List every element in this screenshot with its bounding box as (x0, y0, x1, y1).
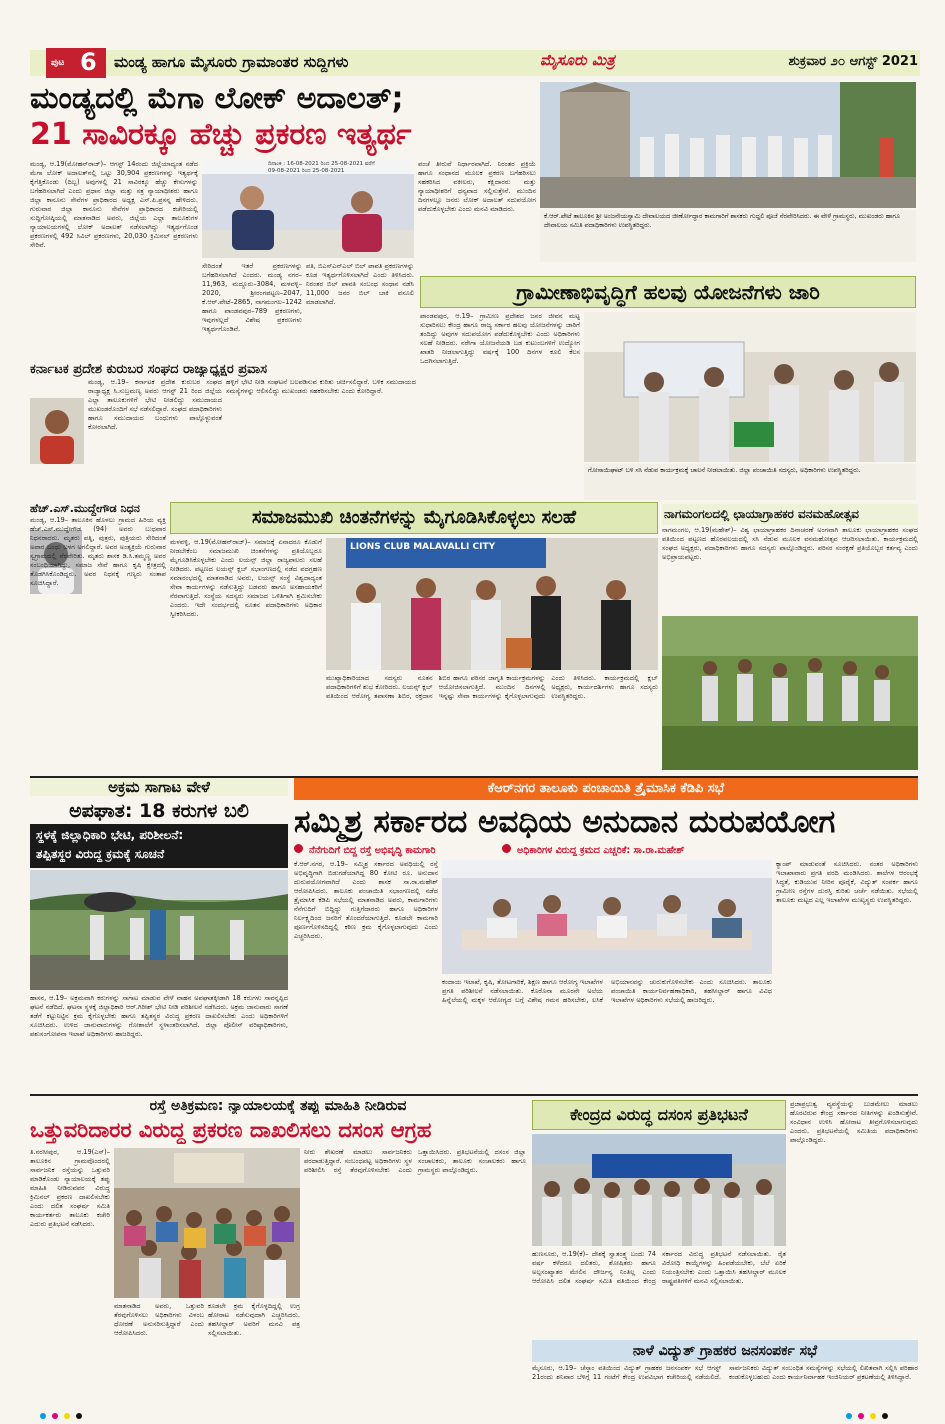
kdp-point-2 (502, 844, 772, 856)
accident-headline: ಅಪಘಾತ: 18 ಕರುಗಳ ಬಲಿ (69, 800, 249, 822)
registration-marks-right (846, 1404, 926, 1414)
obit-body: ಮಂಡ್ಯ, ಆ.19– ತಾಲೂಕಿನ ಹೊಳಲು ಗ್ರಾಮದ ಹಿರಿಯ ವ್ಯಕ್ತಿ ಹೆಚ್.ಎಸ್.ಮುದ್ದೇಗೌಡ (94) ಅವರು ಬುಧವಾರ ನಿಧನರಾದರು. ಮೃತರು ಪತ್ನಿ, ಪುತ್ರರು, ಪುತ್ರಿಯರು ಸೇರಿದಂತೆ ಅಪಾರ ಬಂಧು ಬಳಗ ಅಗಲಿದ್ದಾರೆ. ಅವರ ಅಂತ್ಯಕ್ರಿಯೆ ಗುರುವಾರ ಸ್ವಗ್ರಾಮದಲ್ಲಿ ನೆರವೇರಿತು. ಮೃತರು ಶಾಸಕ ಡಿ.ಸಿ.ತಮ್ಮಣ್ಣ ಅವರ ಸಂಬಂಧಿಯಾಗಿದ್ದು, ಸಮಾಜ ಸೇವೆ ಹಾಗೂ ಕೃಷಿ ಕ್ಷೇತ್ರದಲ್ಲಿ ತೊಡಗಿಸಿಕೊಂಡಿದ್ದರು. ಅವರ ನಿಧನಕ್ಕೆ ಗಣ್ಯರು ಸಂತಾಪ ಸೂಚಿಸಿದ್ದಾರೆ. (30, 516, 166, 587)
rural-photo (584, 312, 916, 462)
kuruba-photo (30, 398, 84, 464)
lead-body-col-1: ಮಂಡ್ಯ, ಆ.19(ಮೋಹನ್‌ರಾಜ್)– ಆಗಸ್ಟ್ 14ರಂದು ಜಿಲ್ಲೆಯಾದ್ಯಂತ ನಡೆದ ಮೆಗಾ ಲೋಕ್ ಅದಾಲತ್‌ನಲ್ಲಿ ಒಟ್ಟು 30,904 ಪ್ರಕರಣಗಳನ್ನು ಇತ್ಯರ್ಥಕ್ಕೆ ಕೈಗೆತ್ತಿಕೊಂಡು (ದಿಬ್ಬ) ಅವುಗಳಲ್ಲಿ 21 ಸಾವಿರಕ್ಕೂ ಹೆಚ್ಚು ಕೇಸುಗಳನ್ನು ಬಗೆಹರಿಸಲಾಗಿದೆ ಎಂದು ಪ್ರಧಾನ ಜಿಲ್ಲಾ ಮತ್ತು ಸತ್ರ ನ್ಯಾಯಾಧೀಶರು ಹಾಗೂ ಜಿಲ್ಲಾ ಕಾನೂನು ಸೇವೆಗಳ ಪ್ರಾಧಿಕಾರದ ಅಧ್ಯಕ್ಷ ಎಸ್.ಪಿ.ಪ್ರಸನ್ನ ಹೇಳಿದರು. ಗುರುವಾರ ಜಿಲ್ಲಾ ಕಾನೂನು ಸೇವೆಗಳ ಪ್ರಾಧಿಕಾರದ ಕಚೇರಿಯಲ್ಲಿ ಸುದ್ದಿಗೋಷ್ಠಿಯಲ್ಲಿ ಮಾತನಾಡಿದ ಅವರು, ಜಿಲ್ಲೆಯ ಎಲ್ಲಾ ತಾಲೂಕುಗಳ ನ್ಯಾಯಾಲಯಗಳಲ್ಲಿ ಲೋಕ್ ಅದಾಲತ್ ನಡೆಸಲಾಗಿದ್ದು ಇತ್ಯರ್ಥಗೊಂಡ ಪ್ರಕರಣಗಳಲ್ಲಿ 492 ಸಿವಿಲ್ ಪ್ರಕರಣಗಳು, 20,030 ಕ್ರಿಮಿನಲ್ ಪ್ರಕರಣಗಳು ಸೇರಿವೆ. (30, 160, 198, 249)
power-body: ಮೈಸೂರು, ಆ.19– ಚೆಸ್ಕಾಂ ವತಿಯಿಂದ ವಿದ್ಯುತ್ ಗ್ರಾಹಕರ ಜನಸಂಪರ್ಕ ಸಭೆ ಆಗಸ್ಟ್ 21ರಂದು ಶನಿವಾರ ಬೆಳಿಗ್ಗೆ 11 ಗಂಟೆಗೆ ಕೇಂದ್ರ ಉಪವಿಭಾಗ ಕಚೇರಿಯಲ್ಲಿ ನಡೆಯಲಿದೆ. ಸಾರ್ವಜನಿಕರು ವಿದ್ಯುತ್ ಸಂಬಂಧಿತ ಸಮಸ್ಯೆಗಳನ್ನು ಸಭೆಯಲ್ಲಿ ಲಿಖಿತವಾಗಿ ಸಲ್ಲಿಸಿ ಪರಿಹಾರ ಕಂಡುಕೊಳ್ಳಬಹುದು ಎಂದು ಕಾರ್ಯನಿರ್ವಾಹಕ ಇಂಜಿನಿಯರ್ ಪ್ರಕಟಣೆಯಲ್ಲಿ ತಿಳಿಸಿದ್ದಾರೆ. (532, 1364, 918, 1381)
yellow-dot-icon (870, 1413, 876, 1419)
cyan-dot-icon (846, 1413, 852, 1419)
road-body-3: ಕೂಡಲೇ ಕ್ರಮ ಕೈಗೊಳ್ಳದಿದ್ದಲ್ಲಿ ಉಗ್ರ ಹೋರಾಟ ನಡೆಸುವುದಾಗಿ ಎಚ್ಚರಿಸಿದರು. ತಹಸೀಲ್ದಾರ್ ಅವರಿಗೆ ಮನವಿ ಪತ್ರ ಸಲ್ಲಿಸಲಾಯಿತು. (208, 1302, 300, 1337)
kdp-headline: ಸಮ್ಮಿಶ್ರ ಸರ್ಕಾರದ ಅವಧಿಯ ಅನುದಾನ ದುರುಪಯೋಗ (294, 804, 836, 840)
page-word: ಪುಟ (51, 58, 65, 68)
accident-sub-1: ಸ್ಥಳಕ್ಕೆ ಜಿಲ್ಲಾಧಿಕಾರಿ ಭೇಟಿ, ಪರಿಶೀಲನೆ: (36, 828, 184, 842)
lead-headline-2: 21 ಸಾವಿರಕ್ಕೂ ಹೆಚ್ಚು ಪ್ರಕರಣ ಇತ್ಯರ್ಥ (30, 117, 412, 152)
protest-photo (532, 1134, 786, 1246)
protest-body-2: ಪ್ರಜಾಪ್ರಭುತ್ವ ವ್ಯವಸ್ಥೆಯನ್ನು ಬುಡಮೇಲು ಮಾಡಲು ಹೊರಟಿರುವ ಕೇಂದ್ರ ಸರ್ಕಾರದ ನೀತಿಗಳನ್ನು ಖಂಡಿಸುತ್ತೇವೆ. ಸಂವಿಧಾನ ಉಳಿಸಿ ಹೋರಾಟ ತೀವ್ರಗೊಳಿಸಲಾಗುವುದು ಎಂದರು. ಪ್ರತಿಭಟನೆಯಲ್ಲಿ ಸಮಿತಿಯ ಪದಾಧಿಕಾರಿಗಳು ಪಾಲ್ಗೊಂಡಿದ್ದರು. (790, 1100, 918, 1144)
road-kicker: ರಸ್ತೆ ಅತಿಕ್ರಮಣ: ನ್ಯಾಯಾಲಯಕ್ಕೆ ತಪ್ಪು ಮಾಹಿತಿ ನೀಡಿರುವ (149, 1098, 407, 1114)
cyan-dot-icon (40, 1413, 46, 1419)
protest-body: ಹುಣಸೂರು, ಆ.19(ಕೆ)– ದೇಶಕ್ಕೆ ಸ್ವಾತಂತ್ರ್ಯ ಬಂದು 74 ವರ್ಷ ಕಳೆದರೂ ದಲಿತರು, ಶೋಷಿತರು ಹಾಗೂ ಅಲ್ಪಸಂಖ್ಯಾತರ ಮೇಲಿನ ದೌರ್ಜನ್ಯ ನಿಂತಿಲ್ಲ ಎಂದು ಆರೋಪಿಸಿ ದಲಿತ ಸಂಘರ್ಷ ಸಮಿತಿ ವತಿಯಿಂದ ಕೇಂದ್ರ ಸರ್ಕಾರದ ವಿರುದ್ಧ ಪ್ರತಿಭಟನೆ ನಡೆಸಲಾಯಿತು. ರೈತ ವಿರೋಧಿ ಕಾಯ್ದೆಗಳನ್ನು ಹಿಂಪಡೆಯಬೇಕು, ಬೆಲೆ ಏರಿಕೆ ನಿಯಂತ್ರಿಸಬೇಕು ಎಂದು ಒತ್ತಾಯಿಸಿ ತಹಸೀಲ್ದಾರ್ ಮೂಲಕ ರಾಷ್ಟ್ರಪತಿಗಳಿಗೆ ಮನವಿ ಸಲ್ಲಿಸಲಾಯಿತು. (532, 1250, 786, 1285)
issue-date: ಶುಕ್ರವಾರ ೨೦ ಆಗಸ್ಟ್ 2021 (788, 54, 918, 69)
nagamangala-body: ನಾಗಮಂಗಲ, ಆ.19(ಮಹೇಶ್)– ವಿಶ್ವ ಛಾಯಾಗ್ರಾಹಕರ ದಿನಾಚರಣೆ ಅಂಗವಾಗಿ ತಾಲೂಕು ಛಾಯಾಗ್ರಾಹಕರ ಸಂಘದ ವತಿಯಿಂದ ಪಟ್ಟಣದ ಹೊರವಲಯದಲ್ಲಿ ಸಸಿ ನೆಡುವ ಮೂಲಕ ವನಮಹೋತ್ಸವ ಆಚರಿಸಲಾಯಿತು. ಕಾರ್ಯಕ್ರಮದಲ್ಲಿ ಸಂಘದ ಅಧ್ಯಕ್ಷರು, ಪದಾಧಿಕಾರಿಗಳು ಹಾಗೂ ಸದಸ್ಯರು ಪಾಲ್ಗೊಂಡಿದ್ದರು. ಪರಿಸರ ಸಂರಕ್ಷಣೆ ಪ್ರತಿಯೊಬ್ಬರ ಕರ್ತವ್ಯ ಎಂದು ಅಭಿಪ್ರಾಯಪಟ್ಟರು. (662, 526, 918, 561)
temple-caption: ಕೆ.ಆರ್.ಪೇಟೆ ತಾಲೂಕಿನ ಶ್ರೀ ಅಂಜನೇಯಸ್ವಾಮಿ ದೇವಾಲಯದ ಜೀರ್ಣೋದ್ಧಾರ ಕಾಮಗಾರಿಗೆ ಶಾಸಕರು ಗುದ್ದಲಿ ಪೂಜೆ ನೆರವೇರಿಸಿದರು. ಈ ವೇಳೆ ಗ್ರಾಮಸ್ಥರು, ಮುಖಂಡರು ಹಾಗೂ ದೇವಾಲಯ ಸಮಿತಿ ಪದಾಧಿಕಾರಿಗಳು ಉಪಸ್ಥಿತರಿದ್ದರು. (540, 210, 916, 262)
black-dot-icon (76, 1413, 82, 1419)
nagamangala-photo (662, 616, 918, 770)
magenta-dot-icon (858, 1413, 864, 1419)
accident-photo (30, 870, 288, 990)
adalat-banner-2: 09-08-2021 ರಿಂದ 25-08-2021 (268, 168, 345, 174)
road-headline: ಒತ್ತುವರಿದಾರರ ವಿರುದ್ಧ ಪ್ರಕರಣ ದಾಖಲಿಸಲು ದಸಂಸ ಆಗ್ರಹ (30, 1118, 432, 1142)
social-body-2: ಮುಖ್ಯಾಧಿಕಾರಿಯಾದ ಸದಸ್ಯರು ನೂತನ ಪದಾಧಿಕಾರಿಗಳಿಗೆ ಶುಭ ಕೋರಿದರು. ಲಯನ್ಸ್ ಕ್ಲಬ್ ವತಿಯಿಂದ ಆರೋಗ್ಯ ತಪಾಸಣಾ ಶಿಬಿರ, ರಕ್ತದಾನ ಶಿಬಿರ ಹಾಗೂ ಪರಿಸರ ಜಾಗೃತಿ ಕಾರ್ಯಕ್ರಮಗಳನ್ನು ಆಯೋಜಿಸಲಾಗುತ್ತಿದೆ. ಮುಂದಿನ ದಿನಗಳಲ್ಲಿ ಇನ್ನಷ್ಟು ಸೇವಾ ಕಾರ್ಯಗಳನ್ನು ಕೈಗೊಳ್ಳಲಾಗುವುದು ಎಂದು ತಿಳಿಸಿದರು. ಕಾರ್ಯಕ್ರಮದಲ್ಲಿ ಕ್ಲಬ್ ಅಧ್ಯಕ್ಷರು, ಕಾರ್ಯದರ್ಶಿಗಳು ಹಾಗೂ ಸದಸ್ಯರು ಉಪಸ್ಥಿತರಿದ್ದರು. (326, 674, 658, 700)
obit-headline: ಹೆಚ್.ಎಸ್.ಮುದ್ದೇಗೌಡ ನಿಧನ (30, 502, 140, 515)
social-body: ಮಳವಳ್ಳಿ, ಆ.19(ಮೋಹನ್‌ರಾಜ್)– ಸಮಾಜಕ್ಕೆ ಏನಾದರೂ ಕೊಡುಗೆ ನೀಡಬೇಕೆಂಬ ಸಮಾಜಮುಖಿ ಚಿಂತನೆಗಳನ್ನು ಪ್ರತಿಯೊಬ್ಬರೂ ಮೈಗೂಡಿಸಿಕೊಳ್ಳಬೇಕು ಎಂದು ಲಯನ್ಸ್ ಜಿಲ್ಲಾ ರಾಜ್ಯಪಾಲರು ಸಲಹೆ ನೀಡಿದರು. ಪಟ್ಟಣದ ಲಯನ್ಸ್ ಕ್ಲಬ್ ಸಭಾಂಗಣದಲ್ಲಿ ನಡೆದ ಪದಗ್ರಹಣ ಸಮಾರಂಭದಲ್ಲಿ ಮಾತನಾಡಿದ ಅವರು, ಲಯನ್ಸ್ ಸಂಸ್ಥೆ ವಿಶ್ವದಾದ್ಯಂತ ಸೇವಾ ಕಾರ್ಯಗಳನ್ನು ನಡೆಸುತ್ತಿದ್ದು ಬಡವರು ಹಾಗೂ ಅಸಹಾಯಕರಿಗೆ ನೆರವಾಗುತ್ತಿದೆ. ಸಂಸ್ಥೆಯ ಸದಸ್ಯರು ಸಮಾಜದ ಒಳಿತಿಗಾಗಿ ಶ್ರಮಿಸಬೇಕು ಎಂದರು. ಇದೇ ಸಂದರ್ಭದಲ್ಲಿ ನೂತನ ಪದಾಧಿಕಾರಿಗಳು ಅಧಿಕಾರ ಸ್ವೀಕರಿಸಿದರು. (170, 538, 322, 618)
lions-photo (326, 538, 658, 670)
page-number: 6 (80, 48, 97, 76)
black-dot-icon (882, 1413, 888, 1419)
kdp-photo (442, 860, 772, 974)
adalat-banner-1: ದಿನಾಂಕ : 16-08-2021 ರಿಂದ 25-08-2021 ವರೆಗೆ (268, 161, 375, 167)
bullet-icon (294, 844, 303, 853)
lead-body-col-3: ಪತಿ, ಬಿಎಸ್‌ಎನ್‌ಎಲ್ ಬಿಲ್ ಪಾವತಿ ಪ್ರಕರಣಗಳನ್ನು ಕೂಡ ಇತ್ಯರ್ಥಗೊಳಿಸಲಾಗಿದೆ ಎಂದು ತಿಳಿಸಿದರು. ನಿರಂತರ ಬಿಲ್ ಪಾವತಿ ಸಂಬಂಧ ಸಂಧಾನ ನಡೆಸಿ 11,000 ಜನರ ಬಿಲ್ ಬಾಕಿ ವಸೂಲಿ ಮಾಡಲಾಗಿದೆ. (306, 262, 414, 306)
road-photo (114, 1148, 300, 1298)
accident-sub-2: ತಪ್ಪಿತಸ್ಥರ ವಿರುದ್ಧ ಕ್ರಮಕ್ಕೆ ಸೂಚನೆ (36, 847, 165, 861)
magenta-dot-icon (52, 1413, 58, 1419)
rural-body: ಪಾಂಡವಪುರ, ಆ.19– ಗ್ರಾಮೀಣ ಪ್ರದೇಶದ ಜನರ ಜೀವನ ಮಟ್ಟ ಸುಧಾರಿಸಲು ಕೇಂದ್ರ ಹಾಗೂ ರಾಜ್ಯ ಸರ್ಕಾರ ಹಲವು ಯೋಜನೆಗಳನ್ನು ಜಾರಿಗೆ ತಂದಿದ್ದು ಅವುಗಳ ಸದುಪಯೋಗ ಪಡೆದುಕೊಳ್ಳಬೇಕು ಎಂದು ಅಧಿಕಾರಿಗಳು ಸಲಹೆ ನೀಡಿದರು. ನರೇಗಾ ಯೋಜನೆಯಡಿ ಬಡ ಕುಟುಂಬಗಳಿಗೆ ಉದ್ಯೋಗ ಖಾತರಿ ನೀಡಲಾಗುತ್ತಿದ್ದು ವರ್ಷಕ್ಕೆ 100 ದಿನಗಳ ಕೂಲಿ ಕೆಲಸ ಒದಗಿಸಲಾಗುತ್ತಿದೆ. (420, 312, 580, 365)
rural-headline: ಗ್ರಾಮೀಣಾಭಿವೃದ್ಧಿಗೆ ಹಲವು ಯೋಜನೆಗಳು ಜಾರಿ (420, 276, 916, 308)
bullet-icon (502, 844, 511, 853)
page-badge (46, 48, 106, 78)
masthead-name: ಮೈಸೂರು ಮಿತ್ರ (540, 51, 615, 69)
kdp-kicker: ಕೆಆರ್‌ನಗರ ತಾಲೂಕು ಪಂಚಾಯಿತಿ ತ್ರೈಮಾಸಿಕ ಕೆಡಿಪಿ ಸಭೆ (294, 778, 918, 800)
lions-banner: LIONS CLUB MALAVALLI CITY (350, 542, 496, 552)
section-title: ಮಂಡ್ಯ ಹಾಗೂ ಮೈಸೂರು ಗ್ರಾಮಾಂತರ ಸುದ್ದಿಗಳು (114, 53, 349, 71)
kuruba-headline: ಕರ್ನಾಟಕ ಪ್ರದೇಶ ಕುರುಬರ ಸಂಘದ ರಾಜ್ಯಾಧ್ಯಕ್ಷರ ಪ್ರವಾಸ (30, 362, 267, 377)
power-headline: ನಾಳೆ ವಿದ್ಯುತ್ ಗ್ರಾಹಕರ ಜನಸಂಪರ್ಕ ಸಭೆ (532, 1340, 918, 1362)
road-body-1: ತಿ.ನರಸೀಪುರ, ಆ.19(ಎಸ್)– ತಾಲೂಕಿನ ಗ್ರಾಮವೊಂದರಲ್ಲಿ ಸಾರ್ವಜನಿಕ ರಸ್ತೆಯನ್ನು ಒತ್ತುವರಿ ಮಾಡಿಕೊಂಡು ನ್ಯಾಯಾಲಯಕ್ಕೆ ತಪ್ಪು ಮಾಹಿತಿ ನೀಡಿರುವವರ ವಿರುದ್ಧ ಕ್ರಿಮಿನಲ್ ಪ್ರಕರಣ ದಾಖಲಿಸಬೇಕು ಎಂದು ದಲಿತ ಸಂಘರ್ಷ ಸಮಿತಿ ಕಾರ್ಯಕರ್ತರು ತಾಲೂಕು ಕಚೇರಿ ಎದುರು ಪ್ರತಿಭಟನೆ ನಡೆಸಿದರು. (30, 1148, 110, 1228)
lead-headline-1: ಮಂಡ್ಯದಲ್ಲಿ ಮೆಗಾ ಲೋಕ್ ಅದಾಲತ್; (30, 81, 404, 116)
kdp-point-1-text: ನೆನೆಗುದಿಗೆ ಬಿದ್ದ ರಸ್ತೆ ಅಭಿವೃದ್ಧಿ ಕಾಮಗಾರಿ (309, 845, 436, 856)
nagamangala-headline: ನಾಗಮಂಗಲದಲ್ಲಿ ಛಾಯಾಗ್ರಾಹಕರ ವನಮಹೋತ್ಸವ (662, 504, 918, 525)
kdp-body-1: ಕೆ.ಆರ್.ನಗರ, ಆ.19– ಸಮ್ಮಿಶ್ರ ಸರ್ಕಾರದ ಅವಧಿಯಲ್ಲಿ ರಸ್ತೆ ಅಭಿವೃದ್ಧಿಗಾಗಿ ಬಿಡುಗಡೆಯಾಗಿದ್ದ 80 ಕೋಟಿ ರೂ. ಅನುದಾನ ದುರುಪಯೋಗವಾಗಿದೆ ಎಂದು ಶಾಸಕ ಸಾ.ರಾ.ಮಹೇಶ್ ಆರೋಪಿಸಿದರು. ತಾಲೂಕು ಪಂಚಾಯಿತಿ ಸಭಾಂಗಣದಲ್ಲಿ ನಡೆದ ತ್ರೈಮಾಸಿಕ ಕೆಡಿಪಿ ಸಭೆಯಲ್ಲಿ ಮಾತನಾಡಿದ ಅವರು, ಕಾಮಗಾರಿಗಳು ನೆನೆಗುದಿಗೆ ಬಿದ್ದಿದ್ದು ಗುತ್ತಿಗೆದಾರರು ಹಾಗೂ ಅಧಿಕಾರಿಗಳ ನಿರ್ಲಕ್ಷ್ಯದಿಂದ ಜನರಿಗೆ ತೊಂದರೆಯಾಗುತ್ತಿದೆ. ಕೂಡಲೇ ಕಾಮಗಾರಿ ಪೂರ್ಣಗೊಳಿಸದಿದ್ದಲ್ಲಿ ಕಠಿಣ ಕ್ರಮ ಕೈಗೊಳ್ಳಲಾಗುವುದು ಎಂದು ಎಚ್ಚರಿಸಿದರು. (294, 860, 438, 940)
kuruba-body-2: ಹಳ್ಳಿಗೆ ಭೇಟಿ ನೀಡಿ ಸಂಘಟನೆ ಬಲಪಡಿಸುವ ಕುರಿತು ಚರ್ಚಿಸಲಿದ್ದಾರೆ. ಬಳಿಕ ಸಮುದಾಯದ ಸಮಸ್ಯೆಗಳನ್ನು ಆಲಿಸಲಿದ್ದು ಮುಖಂಡರು ಸಹಕರಿಸಬೇಕು ಎಂದು ಕೋರಿದ್ದಾರೆ. (226, 378, 416, 395)
road-body-2: ಮಾತನಾಡಿದ ಅವರು, ಒತ್ತುವರಿ ತೆರವುಗೊಳಿಸಲು ಅಧಿಕಾರಿಗಳು ವಿಳಂಬ ಧೋರಣೆ ಅನುಸರಿಸುತ್ತಿದ್ದಾರೆ ಎಂದು ಆರೋಪಿಸಿದರು. (114, 1302, 204, 1337)
temple-photo (540, 82, 916, 208)
protest-headline: ಕೇಂದ್ರದ ವಿರುದ್ಧ ದಸಂಸ ಪ್ರತಿಭಟನೆ (532, 1100, 786, 1130)
kdp-point-2-text: ಅಧಿಕಾರಿಗಳ ವಿರುದ್ಧ ಕ್ರಮದ ಎಚ್ಚರಿಕೆ: ಸಾ.ರಾ.ಮಹೇಶ್ (517, 845, 685, 856)
accident-body: ಹಾಸನ, ಆ.19– ಅಕ್ರಮವಾಗಿ ಕರುಗಳನ್ನು ಸಾಗಾಟ ಮಾಡುವ ವೇಳೆ ವಾಹನ ಅಪಘಾತಕ್ಕೀಡಾಗಿ 18 ಕರುಗಳು ಸಾವನ್ನಪ್ಪಿದ ಘಟನೆ ನಡೆದಿದೆ. ಘಟನಾ ಸ್ಥಳಕ್ಕೆ ಜಿಲ್ಲಾಧಿಕಾರಿ ಆರ್.ಗಿರೀಶ್ ಭೇಟಿ ನೀಡಿ ಪರಿಶೀಲನೆ ನಡೆಸಿದರು. ಅಕ್ರಮ ಜಾನುವಾರು ಸಾಗಣೆ ತಡೆಗೆ ಕಟ್ಟುನಿಟ್ಟಿನ ಕ್ರಮ ಕೈಗೊಳ್ಳಬೇಕು ಹಾಗೂ ತಪ್ಪಿತಸ್ಥರ ವಿರುದ್ಧ ಪ್ರಕರಣ ದಾಖಲಿಸಬೇಕು ಎಂದು ಅಧಿಕಾರಿಗಳಿಗೆ ಸೂಚಿಸಿದರು. ಉಳಿದ ಜಾನುವಾರುಗಳನ್ನು ಗೋಶಾಲೆಗೆ ಸ್ಥಳಾಂತರಿಸಲಾಗಿದೆ. ಜಿಲ್ಲಾ ಪೊಲೀಸ್ ವರಿಷ್ಠಾಧಿಕಾರಿಗಳು, ಪಶುಸಂಗೋಪನಾ ಇಲಾಖೆ ಅಧಿಕಾರಿಗಳು ಹಾಜರಿದ್ದರು. (30, 994, 288, 1038)
kdp-body-2: ಕಂದಾಯ ಇಲಾಖೆ, ಕೃಷಿ, ತೋಟಗಾರಿಕೆ, ಶಿಕ್ಷಣ ಹಾಗೂ ಆರೋಗ್ಯ ಇಲಾಖೆಗಳ ಪ್ರಗತಿ ಪರಿಶೀಲನೆ ನಡೆಸಲಾಯಿತು. ಕೊರೊನಾ ಮೂರನೇ ಅಲೆಯ ಹಿನ್ನೆಲೆಯಲ್ಲಿ ಮಕ್ಕಳ ಆರೋಗ್ಯದ ಬಗ್ಗೆ ವಿಶೇಷ ಗಮನ ಹರಿಸಬೇಕು, ಲಸಿಕೆ ಅಭಿಯಾನವನ್ನು ಚುರುಕುಗೊಳಿಸಬೇಕು ಎಂದು ಸೂಚಿಸಿದರು. ತಾಲೂಕು ಪಂಚಾಯಿತಿ ಕಾರ್ಯನಿರ್ವಹಣಾಧಿಕಾರಿ, ತಹಸೀಲ್ದಾರ್ ಹಾಗೂ ವಿವಿಧ ಇಲಾಖೆಗಳ ಅಧಿಕಾರಿಗಳು ಸಭೆಯಲ್ಲಿ ಹಾಜರಿದ್ದರು. (442, 978, 772, 1004)
social-headline: ಸಮಾಜಮುಖಿ ಚಿಂತನೆಗಳನ್ನು ಮೈಗೂಡಿಸಿಕೊಳ್ಳಲು ಸಲಹೆ (170, 502, 658, 534)
kuruba-body: ಮಂಡ್ಯ, ಆ.19– ಕರ್ನಾಟಕ ಪ್ರದೇಶ ಕುರುಬರ ಸಂಘದ ರಾಜ್ಯಾಧ್ಯಕ್ಷ ಸಿ.ಸುಬ್ರಮಣ್ಯ ಅವರು ಆಗಸ್ಟ್ 21 ರಿಂದ ಜಿಲ್ಲೆಯ ಎಲ್ಲಾ ತಾಲೂಕುಗಳಿಗೆ ಭೇಟಿ ನೀಡಲಿದ್ದು ಸಮುದಾಯದ ಮುಖಂಡರೊಂದಿಗೆ ಸಭೆ ನಡೆಸಲಿದ್ದಾರೆ. ಸಂಘದ ಪದಾಧಿಕಾರಿಗಳು ಹಾಗೂ ಸಮುದಾಯದ ಬಂಧುಗಳು ಪಾಲ್ಗೊಳ್ಳುವಂತೆ ಕೋರಲಾಗಿದೆ. (88, 378, 222, 431)
divider-lower (30, 1094, 918, 1096)
rural-caption: ಗೋಸಾಯಿಘಾಟ್ ಬಳಿ ಸಸಿ ನೆಡುವ ಕಾರ್ಯಕ್ರಮಕ್ಕೆ ಚಾಲನೆ ನೀಡಲಾಯಿತು. ಜಿಲ್ಲಾ ಪಂಚಾಯಿತಿ ಸದಸ್ಯರು, ಅಧಿಕಾರಿಗಳು ಉಪಸ್ಥಿತರಿದ್ದರು. (584, 464, 916, 500)
yellow-dot-icon (64, 1413, 70, 1419)
road-body-4: ನೀರು ಶೇಖರಣೆ ಮಾಡಲು ಸಾರ್ವಜನಿಕರು ಪರದಾಡುತ್ತಿದ್ದಾರೆ. ಸಂಬಂಧಪಟ್ಟ ಅಧಿಕಾರಿಗಳು ಸ್ಥಳ ಪರಿಶೀಲಿಸಿ ರಸ್ತೆ ತೆರವುಗೊಳಿಸಬೇಕು ಎಂದು ಒತ್ತಾಯಿಸಿದರು. ಪ್ರತಿಭಟನೆಯಲ್ಲಿ ದಸಂಸ ಜಿಲ್ಲಾ ಸಂಚಾಲಕರು, ತಾಲೂಕು ಸಂಚಾಲಕರು ಹಾಗೂ ಗ್ರಾಮಸ್ಥರು ಪಾಲ್ಗೊಂಡಿದ್ದರು. (304, 1148, 526, 1174)
lead-body-col-4: ಪಂಚೆ ತೀರುವೆ ನಿರ್ಧಾರವಾಗಿದೆ. ನಿರಂತರ ಪ್ರಕ್ರಿಯೆ ಹಾಗೂ ಸಂಧಾನದ ಮೂಲಕ ಪ್ರಕರಣ ಬಗೆಹರಿಸಲು ಸಹಕರಿಸಿದ ವಕೀಲರು, ಕಕ್ಷಿದಾರರು ಮತ್ತು ನ್ಯಾಯಾಧೀಶರಿಗೆ ಧನ್ಯವಾದ ಸಲ್ಲಿಸುತ್ತೇನೆ. ಮುಂದಿನ ದಿನಗಳಲ್ಲೂ ಜನರು ಲೋಕ್ ಅದಾಲತ್ ಸದುಪಯೋಗ ಪಡೆದುಕೊಳ್ಳಬೇಕು ಎಂದು ಮನವಿ ಮಾಡಿದರು. (418, 160, 536, 213)
lead-body-col-2: ಸೇರಿದಂತೆ ಇತರೆ ಪ್ರಕರಣಗಳನ್ನು ಬಗೆಹರಿಸಲಾಗಿದೆ ಎಂದರು. ಮಂಡ್ಯ ನಗರ–11,963, ಮದ್ದೂರು–3084, ಮಳವಳ್ಳಿ–2020, ಶ್ರೀರಂಗಪಟ್ಟಣ–2047, ಕೆ.ಆರ್.ಪೇಟೆ–2865, ನಾಗಮಂಗಲ–1242 ಹಾಗೂ ಪಾಂಡವಪುರ–789 ಪ್ರಕರಣಗಳು, ಇವುಗಳಲ್ಲದೆ ವಿಶೇಷ ಪ್ರಕರಣಗಳು ಇತ್ಯರ್ಥಗೊಂಡಿವೆ. (202, 262, 302, 333)
kdp-body-3: ಕ್ಯಾಂಪ್ ಮಾಡುವಂತೆ ಸೂಚಿಸಿದರು. ನಂತರ ಅಧಿಕಾರಿಗಳು ಇಲಾಖಾವಾರು ಪ್ರಗತಿ ವರದಿ ಮಂಡಿಸಿದರು. ಶಾಲೆಗಳ ಆರಂಭಕ್ಕೆ ಸಿದ್ಧತೆ, ಕುಡಿಯುವ ನೀರಿನ ಪೂರೈಕೆ, ವಿದ್ಯುತ್ ಸಂಪರ್ಕ ಹಾಗೂ ಗ್ರಾಮೀಣ ರಸ್ತೆಗಳ ದುರಸ್ತಿ ಕುರಿತು ಚರ್ಚೆ ನಡೆಯಿತು. ಸಭೆಯಲ್ಲಿ ತಾಲೂಕು ಮಟ್ಟದ ಎಲ್ಲ ಇಲಾಖೆಗಳ ಮುಖ್ಯಸ್ಥರು ಉಪಸ್ಥಿತರಿದ್ದರು. (776, 860, 918, 904)
registration-marks-left (40, 1404, 120, 1414)
accident-kicker: ಅಕ್ರಮ ಸಾಗಾಟ ವೇಳೆ (30, 778, 288, 796)
